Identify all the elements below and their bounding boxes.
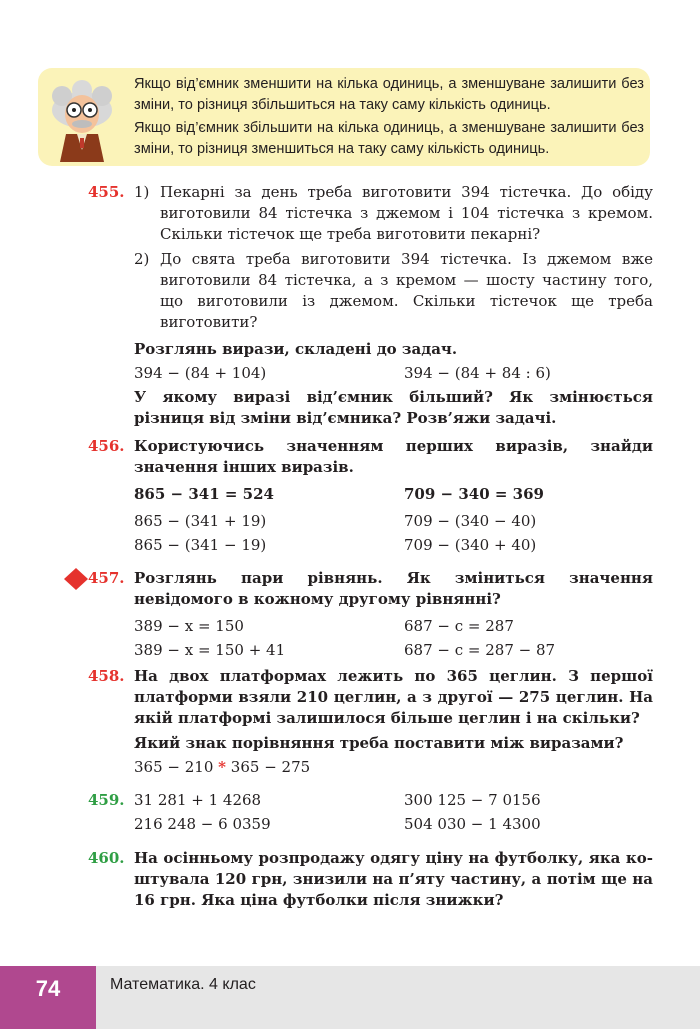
professor-icon — [44, 72, 120, 164]
task-text: На двох платформах лежить по 365 цеглин. З першої платформи взяли 210 цеглин, а з другої — 275 цеглин. На якій платформі залишилося більше цеглин і на скільки? — [134, 667, 653, 727]
expression-row — [134, 484, 653, 505]
page-number: 74 — [0, 966, 96, 1029]
task-number: 456. — [88, 437, 125, 455]
footer-bar — [0, 966, 700, 1029]
subtask-label: 1) — [134, 183, 150, 201]
expression-row — [134, 363, 653, 384]
equation: 687 − c = 287 − 87 — [404, 641, 556, 659]
task-number: 460. — [88, 849, 125, 867]
expression: 216 248 − 6 0359 — [134, 815, 271, 833]
expression: 394 − (84 + 104) — [134, 364, 267, 382]
expression-row — [134, 535, 653, 556]
task-question: Який знак порівняння треба поставити між виразами? — [134, 734, 624, 752]
expression: 709 − 340 = 369 — [404, 485, 544, 503]
task-458 — [88, 666, 653, 781]
difficulty-diamond-icon — [64, 568, 88, 590]
task-number: 458. — [88, 667, 125, 685]
task-number: 455. — [88, 183, 125, 201]
equation: 389 − x = 150 + 41 — [134, 641, 286, 659]
expression: 865 − (341 + 19) — [134, 512, 267, 530]
expression-right: 365 − 275 — [230, 758, 311, 776]
expression: 709 − (340 − 40) — [404, 512, 537, 530]
task-459 — [88, 790, 653, 838]
subtask-2 — [134, 249, 653, 333]
rule-line-1: Якщо від’ємник зменшити на кілька одиниць, а зменшуване залишити без зміни, то різниця збільшиться на таку саму кількість одиниць. — [134, 76, 644, 113]
expression: 300 125 − 7 0156 — [404, 791, 541, 809]
subtask-text: До свята треба виготовити 394 тістечка. Із джемом вже виготовили 84 тістечка, а з кремом — шосту частину того, що виготовили із джемом. Скільки тістечок ще треба виготовити? — [160, 250, 653, 331]
task-455 — [88, 182, 653, 429]
rule-line-2: Якщо від’ємник збільшити на кілька одиниць, а зменшуване залишити без зміни, то різниця зменшиться на таку саму кількість одиниць. — [134, 120, 644, 157]
task-number: 457. — [88, 569, 125, 587]
subtask-label: 2) — [134, 250, 150, 268]
comparison-expression — [134, 757, 310, 778]
task-460 — [88, 848, 653, 911]
comparison-row — [134, 757, 653, 778]
expression: 394 − (84 + 84 : 6) — [404, 364, 551, 382]
equation: 389 − x = 150 — [134, 617, 244, 635]
task-456 — [88, 436, 653, 559]
task-text: Розглянь пари рівнянь. Як зміниться значення невідомого в кожному другому рівнянні? — [134, 569, 653, 608]
equation-row — [134, 616, 653, 637]
expression: 865 − (341 − 19) — [134, 536, 267, 554]
expression: 504 030 − 1 4300 — [404, 815, 541, 833]
task-number: 459. — [88, 791, 125, 809]
expression-row — [134, 511, 653, 532]
task-question: У якому виразі від’ємник більший? Як змінюється різниця від зміни від’ємника? Розв’яжи задачі. — [134, 388, 653, 427]
equation-row — [134, 640, 653, 661]
expression-row — [134, 790, 653, 811]
expression: 31 281 + 1 4268 — [134, 791, 262, 809]
task-457 — [88, 568, 653, 664]
task-prompt: Розглянь вирази, складені до задач. — [134, 340, 458, 358]
expression: 709 − (340 + 40) — [404, 536, 537, 554]
expression-row — [134, 814, 653, 835]
task-text: На осінньому розпродажу одягу ціну на футболку, яка коштувала 120 грн, знизили на п’яту частину, а потім ще на 16 грн. Яка ціна футболки після знижки? — [134, 849, 653, 909]
task-text: Користуючись значенням перших виразів, знайди значення інших виразів. — [134, 437, 653, 476]
subtask-1 — [134, 182, 653, 245]
expression: 865 − 341 = 524 — [134, 485, 274, 503]
equation: 687 − c = 287 — [404, 617, 514, 635]
asterisk-sign: * — [218, 758, 227, 776]
expression-left: 365 − 210 — [134, 758, 214, 776]
book-title: Математика. 4 клас — [110, 976, 256, 993]
rule-text — [134, 74, 644, 162]
rule-box — [38, 68, 650, 166]
subtask-text: Пекарні за день треба виготовити 394 тістечка. До обіду виготовили 84 тістечка з джемом і 104 тістечка з кремом. Скільки тістечок ще треба виготовити пекарні? — [160, 183, 653, 243]
